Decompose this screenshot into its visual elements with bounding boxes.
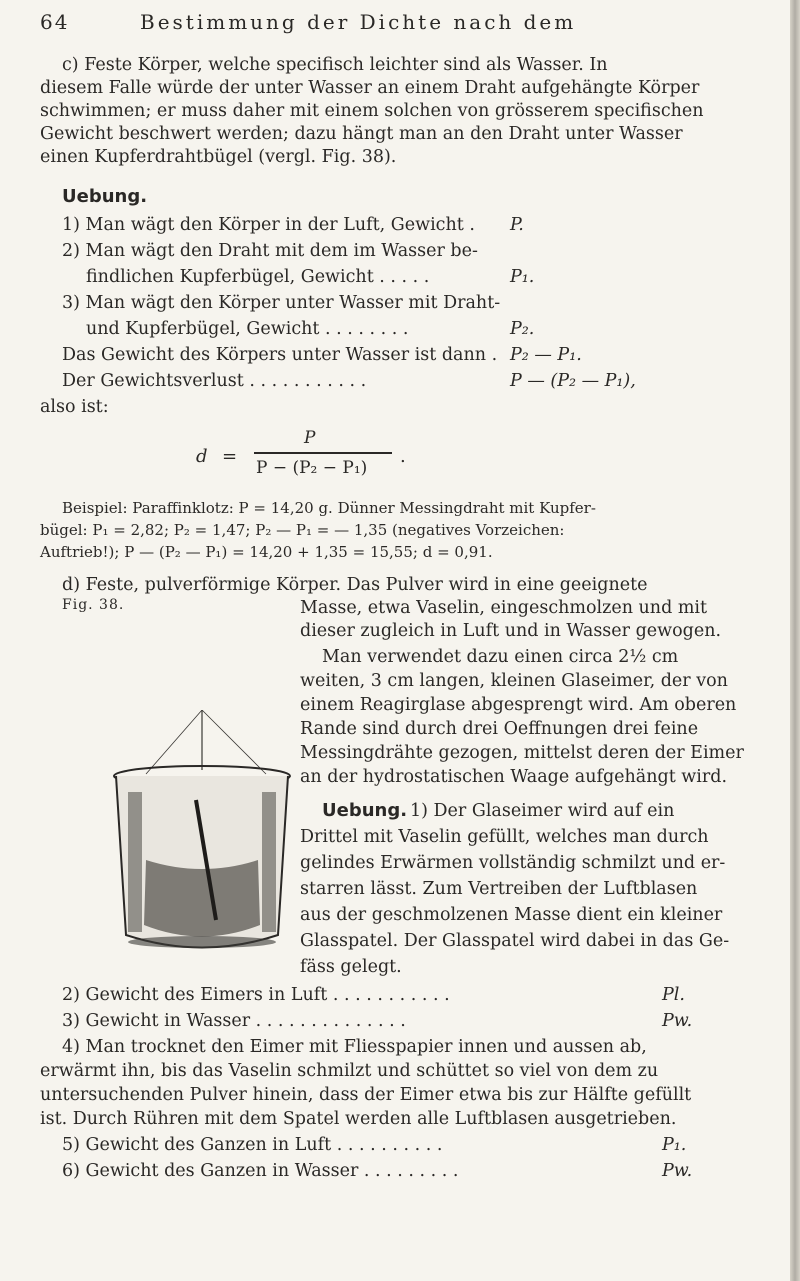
step-3-symbol: P₂. xyxy=(510,319,535,339)
glass-shading-left xyxy=(128,792,142,932)
uebung2-wrap-1: 1) Der Glaseimer wird auf ein xyxy=(410,801,675,821)
page-number: 64 xyxy=(40,10,70,34)
page-edge xyxy=(790,0,800,1281)
underwater-weight-line: Das Gewicht des Körpers unter Wasser ist dann . xyxy=(62,345,498,365)
uebung2-wrap-3: gelindes Erwärmen vollständig schmilzt und er- xyxy=(300,853,726,873)
beispiel-line-3: Auftrieb!); P — (P₂ — P₁) = 14,20 + 1,35 = 15,55; d = 0,91. xyxy=(40,543,493,561)
step6-weight-water: 6) Gewicht des Ganzen in Wasser . . . . . . . . . xyxy=(62,1161,459,1181)
beispiel-line-1: Beispiel: Paraffinklotz: P = 14,20 g. Dünner Messingdraht mit Kupfer- xyxy=(62,499,596,517)
glass-bucket-figure xyxy=(106,710,298,960)
c-line-3: schwimmen; er muss daher mit einem solchen von grösserem specifischen xyxy=(40,101,704,121)
d-wrap-8: an der hydrostatischen Waage aufgehängt wird. xyxy=(300,767,728,787)
uebung2-wrap-7: fäss gelegt. xyxy=(300,957,402,977)
formula-denominator: P − (P₂ − P₁) xyxy=(256,458,368,478)
step5-symbol: P₁. xyxy=(662,1135,687,1155)
step-3-cont: und Kupferbügel, Gewicht . . . . . . . . xyxy=(86,319,409,339)
d-wrap-2: dieser zugleich in Luft und in Wasser gewogen. xyxy=(300,621,722,641)
uebung2-wrap-6: Glasspatel. Der Glasspatel wird dabei in das Ge- xyxy=(300,931,730,951)
underwater-weight-symbol: P₂ — P₁. xyxy=(510,345,582,365)
c-line-2: diesem Falle würde der unter Wasser an einem Draht aufgehängte Körper xyxy=(40,78,700,98)
weight-loss-line: Der Gewichtsverlust . . . . . . . . . . . xyxy=(62,371,367,391)
d-wrap-5: einem Reagirglase abgesprengt wird. Am oberen xyxy=(300,695,737,715)
running-title: Bestimmung der Dichte nach dem xyxy=(140,10,577,34)
uebung-heading: Uebung. xyxy=(62,186,148,207)
formula-equals: = xyxy=(222,446,238,467)
d-wrap-3: Man verwendet dazu einen circa 2½ cm xyxy=(322,647,679,667)
step5-weight-air: 5) Gewicht des Ganzen in Luft . . . . . . . . . . xyxy=(62,1135,443,1155)
uebung2-wrap-5: aus der geschmolzenen Masse dient ein kleiner xyxy=(300,905,723,925)
step-2-symbol: P₁. xyxy=(510,267,535,287)
uebung2-wrap-4: starren lässt. Zum Vertreiben der Luftblasen xyxy=(300,879,698,899)
step-1: 1) Man wägt den Körper in der Luft, Gewicht . xyxy=(62,215,475,235)
formula-end: . xyxy=(400,446,406,467)
step4-line-4: ist. Durch Rühren mit dem Spatel werden alle Luftblasen ausgetrieben. xyxy=(40,1109,677,1129)
step2-weight-air: 2) Gewicht des Eimers in Luft . . . . . . . . . . . xyxy=(62,985,450,1005)
formula-lhs: d xyxy=(196,446,208,467)
step4-line-1: 4) Man trocknet den Eimer mit Fliesspapier innen und aussen ab, xyxy=(62,1037,647,1057)
formula-numerator: P xyxy=(304,428,316,448)
beispiel-line-2: bügel: P₁ = 2,82; P₂ = 1,47; P₂ — P₁ = — 1,35 (negatives Vorzeichen: xyxy=(40,521,565,539)
c-line-1: c) Feste Körper, welche specifisch leichter sind als Wasser. In xyxy=(62,55,608,75)
step-1-symbol: P. xyxy=(510,215,524,235)
suspension-wire xyxy=(146,710,202,774)
d-wrap-7: Messingdrähte gezogen, mittelst deren der Eimer xyxy=(300,743,744,763)
suspension-wire xyxy=(202,710,266,774)
figure-label: Fig. 38. xyxy=(62,597,125,613)
step3-weight-water: 3) Gewicht in Wasser . . . . . . . . . . . . . . xyxy=(62,1011,406,1031)
d-wrap-4: weiten, 3 cm langen, kleinen Glaseimer, der von xyxy=(300,671,728,691)
step4-line-2: erwärmt ihn, bis das Vaselin schmilzt und schüttet so viel von dem zu xyxy=(40,1061,659,1081)
uebung2-wrap-2: Drittel mit Vaselin gefüllt, welches man durch xyxy=(300,827,709,847)
uebung2-heading: Uebung. xyxy=(322,800,408,821)
c-line-4: Gewicht beschwert werden; dazu hängt man an den Draht unter Wasser xyxy=(40,124,683,144)
vaselin-fill xyxy=(144,860,260,937)
step3-symbol: Pw. xyxy=(662,1011,693,1031)
step6-symbol: Pw. xyxy=(662,1161,693,1181)
bucket-base xyxy=(128,936,276,948)
step2-symbol: Pl. xyxy=(662,985,685,1005)
step-2-cont: findlichen Kupferbügel, Gewicht . . . . . xyxy=(86,267,430,287)
d-wrap-1: Masse, etwa Vaselin, eingeschmolzen und mit xyxy=(300,598,708,618)
also-ist: also ist: xyxy=(40,397,109,417)
d-first-line: d) Feste, pulverförmige Körper. Das Pulver wird in eine geeignete xyxy=(62,575,648,595)
weight-loss-symbol: P — (P₂ — P₁), xyxy=(510,371,636,391)
density-formula xyxy=(196,428,446,488)
step4-line-3: untersuchenden Pulver hinein, dass der Eimer etwa bis zur Hälfte gefüllt xyxy=(40,1085,692,1105)
step-3: 3) Man wägt den Körper unter Wasser mit Draht- xyxy=(62,293,501,313)
d-wrap-6: Rande sind durch drei Oeffnungen drei feine xyxy=(300,719,699,739)
fraction-bar xyxy=(254,452,392,454)
step-2: 2) Man wägt den Draht mit dem im Wasser be- xyxy=(62,241,478,261)
page-header xyxy=(40,10,760,40)
c-line-5: einen Kupferdrahtbügel (vergl. Fig. 38). xyxy=(40,147,397,167)
glass-shading-right xyxy=(262,792,276,932)
